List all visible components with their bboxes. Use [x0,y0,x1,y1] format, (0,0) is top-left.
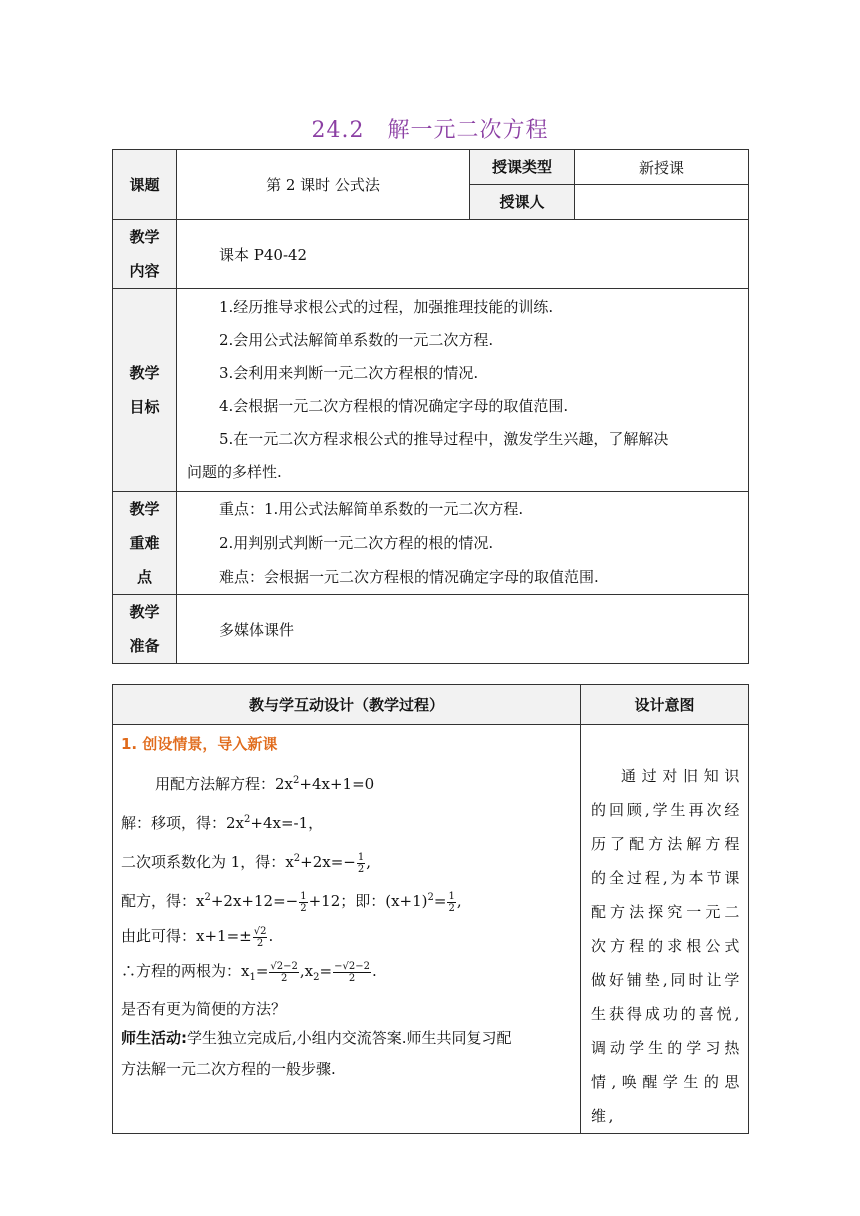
process-content [113,725,581,1134]
activity-line: 师生活动:学生独立完成后,小组内交流答案.师生共同复习配 [121,1029,512,1047]
fraction: $\frac{1}{2}$ [357,851,365,875]
fraction: $\frac{√2-2}{2}$ [270,960,298,984]
page-title: 24.2 解一元二次方程 [311,118,549,143]
key-points-list [177,492,749,595]
goal-item: 5.在一元二次方程求根公式的推导过程中，激发学生兴趣，了解解决 [219,430,669,448]
problem-line: 用配方法解方程：$2x^2+4x+1=0$ [155,775,375,793]
solution-line-complete-square: 配方，得：$x^2+2x+12=-$ $\frac{1}{2}$ +12；即：$(x+1)^2=$ $\frac{1}{2}$ , [121,890,462,914]
key-point: 2.用判别式判断一元二次方程的根的情况. [219,534,494,552]
goals-label: 教学 目标 [113,289,177,492]
solution-line-normalize: 二次项系数化为 1，得：$x^2+2x=-$ $\frac{1}{2}$ , [121,851,372,875]
goal-item: 4.会根据一元二次方程根的情况确定字母的取值范围. [219,397,569,415]
content-value: 课本 P40-42 [177,220,749,289]
key-points-label: 教学 重难 点 [113,492,177,595]
fraction: $\frac{-√2-2}{2}$ [334,960,370,984]
type-value: 新授课 [575,150,749,185]
activity-line-2: 方法解一元二次方程的一般步骤. [121,1060,336,1078]
solution-line-move: 解：移项，得：$2x^2+4x=-1$， [121,814,324,832]
section-title: 1. 创设情景，导入新课 [121,735,278,753]
goal-item: 1.经历推导求根公式的过程，加强推理技能的训练. [219,298,554,316]
key-point: 难点：会根据一元二次方程根的情况确定字母的取值范围. [219,568,599,586]
intent-header: 设计意图 [581,685,749,725]
fraction: $\frac{√2}{2}$ [253,925,267,949]
solution-line-root: 由此可得：x+1=± $\frac{√2}{2}$ . [121,925,274,949]
key-point: 重点：1.用公式法解简单系数的一元二次方程. [219,500,524,518]
activity-label: 师生活动: [121,1029,187,1047]
goals-list [177,289,749,492]
design-intent: 通过对旧知识的回顾,学生再次经历了配方法解方程的全过程,为本节课配方法探究一元二次方程的求根公式做好铺垫,同时让学生获得成功的喜悦,调动学生的学习热情,唤醒学生的思维, [581,725,749,1134]
process-header: 教与学互动设计（教学过程） [113,685,581,725]
prep-value: 多媒体课件 [177,595,749,664]
goal-item: 问题的多样性. [187,463,282,481]
fraction: $\frac{1}{2}$ [300,890,307,914]
teacher-label: 授课人 [470,185,575,220]
goal-item: 2.会用公式法解简单系数的一元二次方程. [219,331,494,349]
prep-label: 教学 准备 [113,595,177,664]
content-label: 教学 内容 [113,220,177,289]
teaching-process-table [112,684,749,1134]
topic-label: 课题 [113,150,177,220]
solution-line-two-roots: ∴方程的两根为：$x_1=$ $\frac{√2-2}{2}$ $,x_2=$ $\frac{-√2-2}{2}$ . [121,960,377,984]
topic-value: 第 2 课时 公式法 [177,150,470,220]
question-line: 是否有更为简便的方法？ [121,1000,287,1018]
teacher-value [575,185,749,220]
lesson-info-table [112,149,749,664]
type-label: 授课类型 [470,150,575,185]
fraction: $\frac{1}{2}$ [448,890,455,914]
goal-item: 3.会利用来判断一元二次方程根的情况. [219,364,479,382]
